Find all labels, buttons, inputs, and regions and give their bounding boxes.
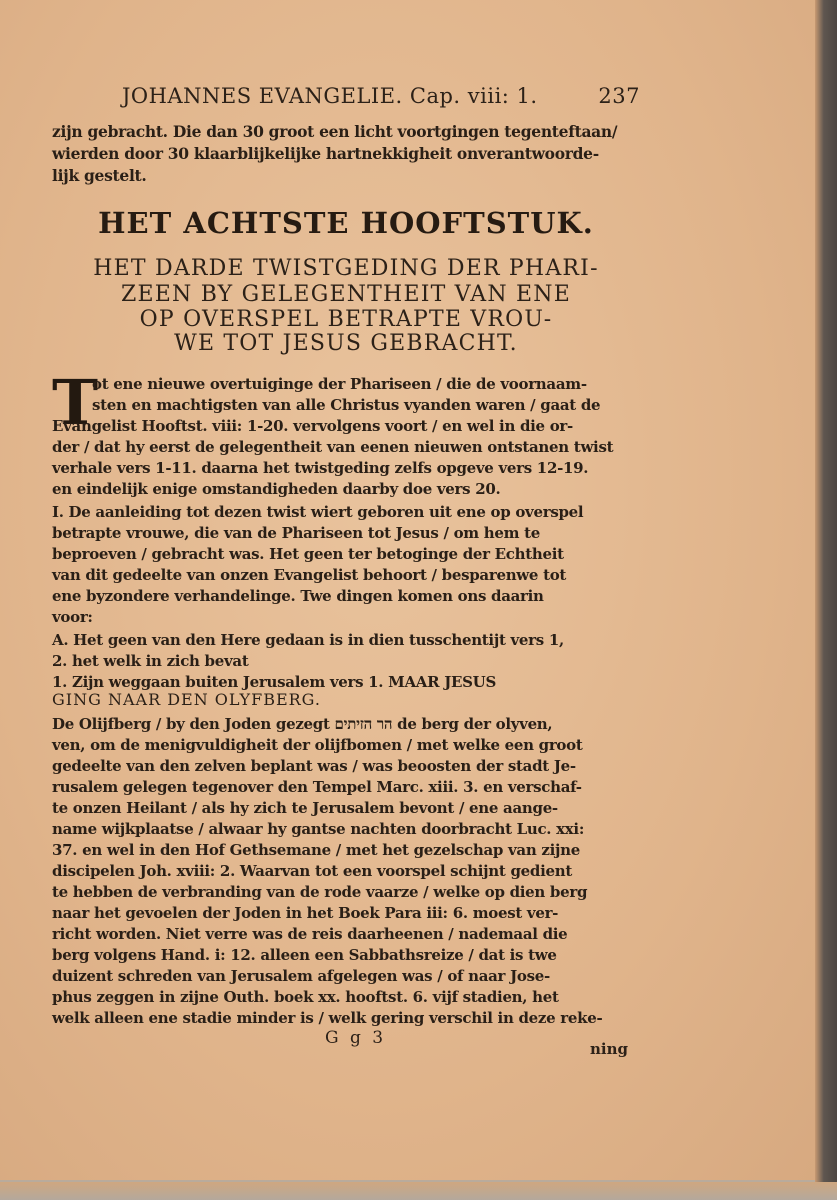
text-line: sten en machtigsten van alle Christus vyanden waren / gaat de — [92, 396, 601, 414]
drop-capital: T — [52, 366, 99, 439]
text-line: Evangelist Hooftst. viii: 1-20. vervolgens voort / en wel in die or- — [52, 417, 573, 435]
text-line: ot ene nieuwe overtuiginge der Phariseen / die de voornaam- — [92, 375, 587, 393]
text-line: betrapte vrouwe, die van de Phariseen tot Jesus / om hem te — [52, 524, 540, 542]
text-line: naar het gevoelen der Joden in het Boek Para iii: 6. moest ver- — [52, 904, 559, 922]
page-number: 237 — [598, 84, 640, 108]
text-line: en eindelijk enige omstandigheden daarby doe vers 20. — [52, 480, 501, 498]
subtitle-line: WE TOT JESUS GEBRACHT. — [174, 331, 518, 356]
text-line: name wijkplaatse / alwaar hy gantse nachten doorbracht Luc. xxi: — [52, 820, 585, 838]
text-line: duizent schreden van Jerusalem afgelegen was / of naar Jose- — [52, 967, 550, 985]
body-text — [52, 366, 640, 1027]
text-line: gedeelte van den zelven beplant was / was beoosten der stadt Je- — [52, 757, 576, 775]
page-bottom-edge — [0, 1182, 837, 1200]
intro-paragraph — [52, 122, 640, 186]
subtitle-line: OP OVERSPEL BETRAPTE VROU- — [139, 307, 553, 332]
text-line: ene byzondere verhandelinge. Twe dingen komen ons daarin — [52, 587, 544, 605]
catchword: ning — [590, 1040, 628, 1058]
text-line: 1. Zijn weggaan buiten Jerusalem vers 1. MAAR JESUS — [52, 673, 496, 691]
subtitle-line: ZEEN BY GELEGENTHEIT VAN ENE — [121, 282, 571, 307]
text-line: phus zeggen in zijne Outh. boek xx. hooftst. 6. vijf stadien, het — [52, 988, 559, 1006]
text-line: lijk gestelt. — [52, 166, 147, 185]
text-line: 37. en wel in den Hof Gethsemane / met het gezelschap van zijne — [52, 841, 580, 859]
text-line: voor: — [52, 608, 93, 626]
signature-mark: G g 3 — [325, 1028, 387, 1048]
subtitle-line: HET DARDE TWISTGEDING DER PHARI- — [93, 256, 599, 281]
text-line: verhale vers 1-11. daarna het twistgeding zelfs opgeve vers 12-19. — [52, 459, 589, 477]
text-line: zijn gebracht. Die dan 30 groot een licht voortgingen tegenteftaan/ — [52, 122, 618, 141]
text-line: De Olijfberg / by den Joden gezegt הר הזיתים de berg der olyven, — [52, 715, 553, 733]
text-line: berg volgens Hand. i: 12. alleen een Sabbathsreize / dat is twe — [52, 946, 557, 964]
text-line: GING NAAR DEN OLYFBERG. — [52, 690, 321, 709]
text-line: discipelen Joh. xviii: 2. Waarvan tot een voorspel schijnt gedient — [52, 862, 572, 880]
running-head — [52, 84, 640, 114]
chapter-title: HET ACHTSTE HOOFTSTUK. — [98, 206, 594, 240]
text-line: te hebben de verbranding van de rode vaarze / welke op dien berg — [52, 883, 588, 901]
text-line: welk alleen ene stadie minder is / welk gering verschil in deze reke- — [52, 1009, 603, 1027]
text-line: A. Het geen van den Here gedaan is in dien tusschentijt vers 1, — [52, 631, 564, 649]
text-line: ven, om de menigvuldigheit der olijfbomen / met welke een groot — [52, 736, 583, 754]
text-line: der / dat hy eerst de gelegentheit van eenen nieuwen ontstanen twist — [52, 438, 614, 456]
text-line: te onzen Heilant / als hy zich te Jerusalem bevont / ene aange- — [52, 799, 558, 817]
running-head-title: JOHANNES EVANGELIE. Cap. viii: 1. — [122, 84, 538, 108]
text-line: wierden door 30 klaarblijkelijke hartnekkigheit onverantwoorde- — [52, 144, 599, 163]
text-line: 2. het welk in zich bevat — [52, 652, 249, 670]
text-line: rusalem gelegen tegenover den Tempel Marc. xiii. 3. en verschaf- — [52, 778, 582, 796]
text-line: richt worden. Niet verre was de reis daarheenen / nademaal die — [52, 925, 568, 943]
text-line: van dit gedeelte van onzen Evangelist behoort / besparenwe tot — [52, 566, 567, 584]
text-line: beproeven / gebracht was. Het geen ter betoginge der Echtheit — [52, 545, 564, 563]
book-spine-edge — [815, 0, 837, 1200]
text-line: I. De aanleiding tot dezen twist wiert geboren uit ene op overspel — [52, 503, 584, 521]
